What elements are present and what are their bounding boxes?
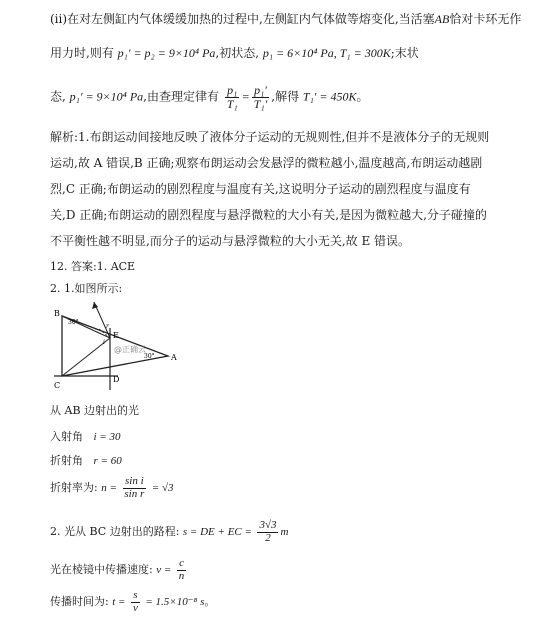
analysis-line: 烈,C 正确;布朗运动的剧烈程度与温度有关,这说明分子运动的剧烈程度与温度有 [50,182,471,196]
label-a: A [171,353,177,362]
equals-sign: = [241,89,250,104]
label-b: B [54,309,60,318]
fraction: $\frac{\text{p₁′}}{\text{T₁′}}$ [253,83,268,111]
text-segment: ;末状 [390,46,419,60]
text-segment: ,由查理定律有 [143,89,219,104]
speed-line: 光在棱镜中传播速度: v = $\frac{c}{n}$ [50,557,185,582]
analysis-line: 解析:1.布朗运动间接地反映了液体分子运动的无规则性,但并不是液体分子的无规则 [50,130,490,144]
label-i: i [103,339,105,346]
piston-label: AB [434,12,450,26]
fraction: $\frac{c}{n}$ [178,557,185,582]
label-e: E [113,331,119,340]
paragraph-line-2 [50,44,419,62]
equation: T₁′ = 450K [302,89,357,104]
refractive-index-line: 折射率为: n = $\frac{\text{sin i}}{\text{sin r}}$ = √3 [50,475,174,500]
refraction-angle-line: 折射角 r = 60 [50,454,122,467]
fraction: $\frac{s}{v}$ [132,589,138,614]
label-c: C [54,381,61,390]
question-intro: 2. 1.如图所示: [50,282,123,295]
analysis-line: 不平衡性越不明显,而分子的运动与悬浮微粒的大小无关,故 E 错误。 [50,234,411,248]
fraction: $\frac{\text{p₁}}{\text{T₁}}$ [226,83,238,111]
text-segment: ,初状态, [215,46,260,60]
time-line: 传播时间为: t = $\frac{s}{v}$ = 1.5×10⁻⁸ s。 [50,589,216,614]
equation: p₁′ = p₂ = 9×10⁴ Pa [117,46,216,60]
text-segment: ,解得 [271,89,300,104]
angle-top: 30° [68,319,79,326]
fraction: $\frac{\text{sin i}}{\text{sin r}}$ [124,475,145,500]
equation: p₁′ = 9×10⁴ Pa [69,89,144,104]
label-d: D [113,375,120,384]
incident-angle-line: 入射角 i = 30 [50,430,121,443]
paragraph-line-3 [50,84,369,110]
paragraph-line-1 [50,10,521,28]
text-segment: 态, [50,89,66,104]
prism-diagram [48,300,188,390]
watermark: @正确云 [114,345,146,354]
label-r: r [106,323,109,330]
text-segment: 用力时,则有 [50,46,114,60]
analysis-line: 关,D 正确;布朗运动的剧烈程度与悬浮微粒的大小有关,是因为微粒越大,分子碰撞的 [50,208,487,222]
analysis-line: 运动,故 A 错误,B 正确;观察布朗运动会发悬浮的微粒越小,温度越高,布朗运动越剧 [50,156,483,170]
path-length-line: 2. 光从 BC 边射出的路程: s = DE + EC = $\frac{3√3}{2}$ m [50,519,289,544]
answer-line: 12. 答案:1. ACE [50,260,136,273]
angle-right: 30° [144,353,155,360]
text-segment: (ii)在对左侧缸内气体缓缓加热的过程中,左侧缸内气体做等熔变化,当活塞 [50,12,435,26]
fraction: $\frac{3√3}{2}$ [259,519,277,544]
equation: p₁ = 6×10⁴ Pa, T₁ = 300K [262,46,391,60]
text-segment: 恰对卡环无作 [449,12,522,26]
ab-light-caption: 从 AB 边射出的光 [50,404,140,417]
text-segment: 。 [356,89,369,104]
